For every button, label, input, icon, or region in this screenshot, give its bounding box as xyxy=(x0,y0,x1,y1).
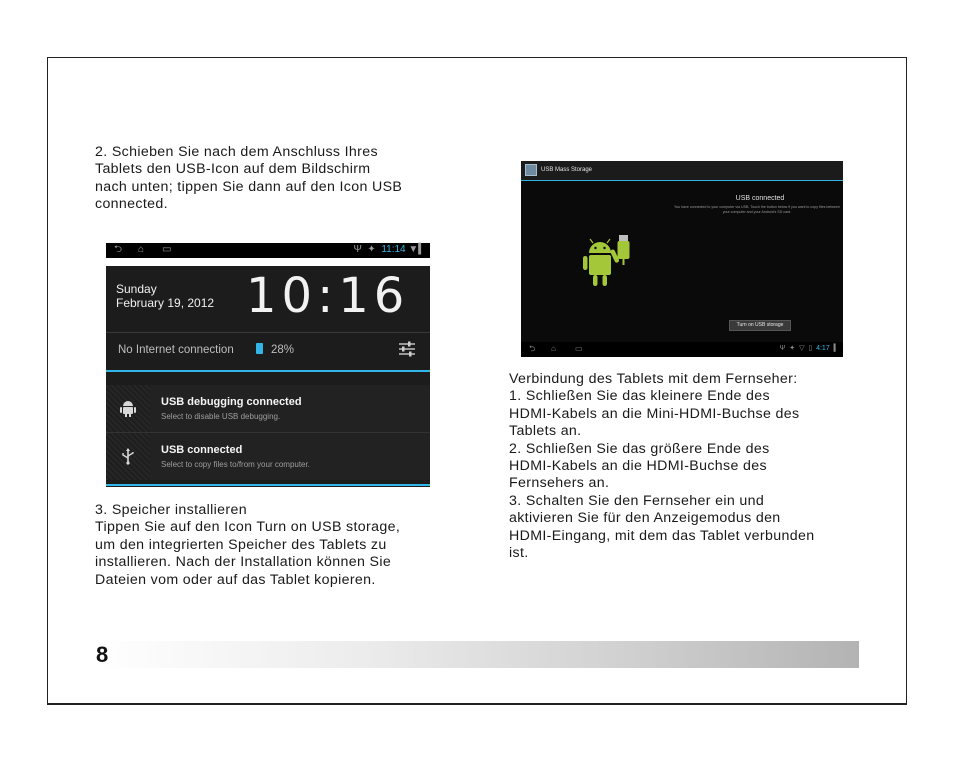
text-line: nach unten; tippen Sie dann auf den Icon USB xyxy=(95,178,403,195)
text-line: installieren. Nach der Installation können Sie xyxy=(95,554,392,571)
text-line: Fernsehers an. xyxy=(509,475,610,492)
text-line: connected. xyxy=(95,196,168,213)
sd-card-icon: ▯ xyxy=(808,345,813,352)
status-icons xyxy=(780,344,839,354)
text-line: 1. Schließen Sie das kleinere Ende des xyxy=(509,388,770,405)
status-clock: 11:14 xyxy=(381,244,406,255)
text-line: um den integrierten Speicher des Tablets zu xyxy=(95,536,387,553)
wifi-icon: ▽ xyxy=(799,345,805,352)
big-clock: 10:16 xyxy=(246,268,410,324)
system-bar xyxy=(521,342,843,357)
battery-status-icon: ▍ xyxy=(833,345,839,352)
back-icon: ⮌ xyxy=(529,344,536,353)
status-clock: 4:17 xyxy=(816,345,830,352)
text-line: Tablets an. xyxy=(509,423,582,440)
back-icon: ⮌ xyxy=(114,244,123,255)
usb-description: You have connected to your computer via USB. Touch the button below if you want to copy files between your computer and your Android's SD card. xyxy=(673,205,840,214)
usb-status-icon: Ψ xyxy=(779,345,786,352)
text-line: 3. Speicher installieren xyxy=(95,502,247,518)
debug-status-icon: ✦ xyxy=(367,244,376,255)
day-label: Sunday xyxy=(116,282,157,296)
notification-usb-debugging[interactable] xyxy=(106,385,430,432)
status-icons xyxy=(353,244,426,256)
date-label: February 19, 2012 xyxy=(116,296,215,310)
text-line: Dateien vom oder auf das Tablet kopieren. xyxy=(95,571,376,588)
accent-line xyxy=(106,484,430,486)
usb-icon xyxy=(120,447,136,465)
text-line: aktivieren Sie für den Anzeigemodus den xyxy=(509,510,781,527)
text-line: Tippen Sie auf den Icon Turn on USB storage, xyxy=(95,519,401,536)
debug-status-icon: ✦ xyxy=(789,345,796,352)
turn-on-usb-storage-button[interactable]: Turn on USB storage xyxy=(729,320,791,331)
usb-status-icon: Ψ xyxy=(353,244,362,255)
text-line: HDMI-Kabels an die Mini-HDMI-Buchse des xyxy=(509,405,800,422)
accent-line xyxy=(521,180,843,181)
text-line: ist. xyxy=(509,545,529,562)
notification-subtitle: Select to copy files to/from your computer. xyxy=(161,460,310,469)
hdmi-instructions xyxy=(509,371,814,562)
notification-subtitle: Select to disable USB debugging. xyxy=(161,412,281,421)
battery-status-icon: ▍ xyxy=(418,244,426,255)
action-bar xyxy=(521,161,843,180)
step2-paragraph xyxy=(95,144,402,214)
text-line: 2. Schließen Sie das größere Ende des xyxy=(509,440,770,457)
android-debug-icon xyxy=(120,399,136,417)
battery-status xyxy=(256,343,294,357)
page-number-bar xyxy=(95,641,859,668)
text-line: HDMI-Kabels an die HDMI-Buchse des xyxy=(509,458,767,475)
notification-title: USB connected xyxy=(161,444,243,456)
usb-heading: USB connected xyxy=(735,195,785,202)
text-line: Tablets den USB-Icon auf dem Bildschirm xyxy=(95,161,371,178)
recent-apps-icon: ▭ xyxy=(162,244,172,255)
wifi-icon: ▼ xyxy=(408,244,419,255)
text-line: HDMI-Eingang, mit dem das Tablet verbunden xyxy=(509,527,815,544)
text-line: Verbindung des Tablets mit dem Fernseher: xyxy=(509,371,798,387)
notification-panel xyxy=(106,266,430,487)
text-line: 3. Schalten Sie den Fernseher ein und xyxy=(509,492,765,509)
notification-usb-connected[interactable] xyxy=(106,433,430,480)
battery-icon xyxy=(256,343,263,354)
home-icon: ⌂ xyxy=(138,244,145,255)
page-number: 8 xyxy=(96,642,109,667)
android-usb-icon xyxy=(583,235,633,291)
app-title: USB Mass Storage xyxy=(541,167,593,173)
recent-apps-icon: ▭ xyxy=(575,344,583,353)
network-status: No Internet connection xyxy=(118,344,234,356)
battery-level: 28% xyxy=(271,344,295,356)
notification-title: USB debugging connected xyxy=(161,396,302,408)
accent-line xyxy=(106,370,430,372)
usb-storage-screenshot xyxy=(521,161,843,357)
quick-settings-icon[interactable] xyxy=(398,340,416,358)
notification-shade-screenshot xyxy=(106,243,430,487)
text-line: 2. Schieben Sie nach dem Anschluss Ihres xyxy=(95,144,378,160)
step3-paragraph xyxy=(95,502,400,589)
usb-storage-app-icon xyxy=(525,164,537,176)
divider xyxy=(106,332,430,333)
status-bar xyxy=(106,243,430,258)
home-icon: ⌂ xyxy=(551,344,556,353)
